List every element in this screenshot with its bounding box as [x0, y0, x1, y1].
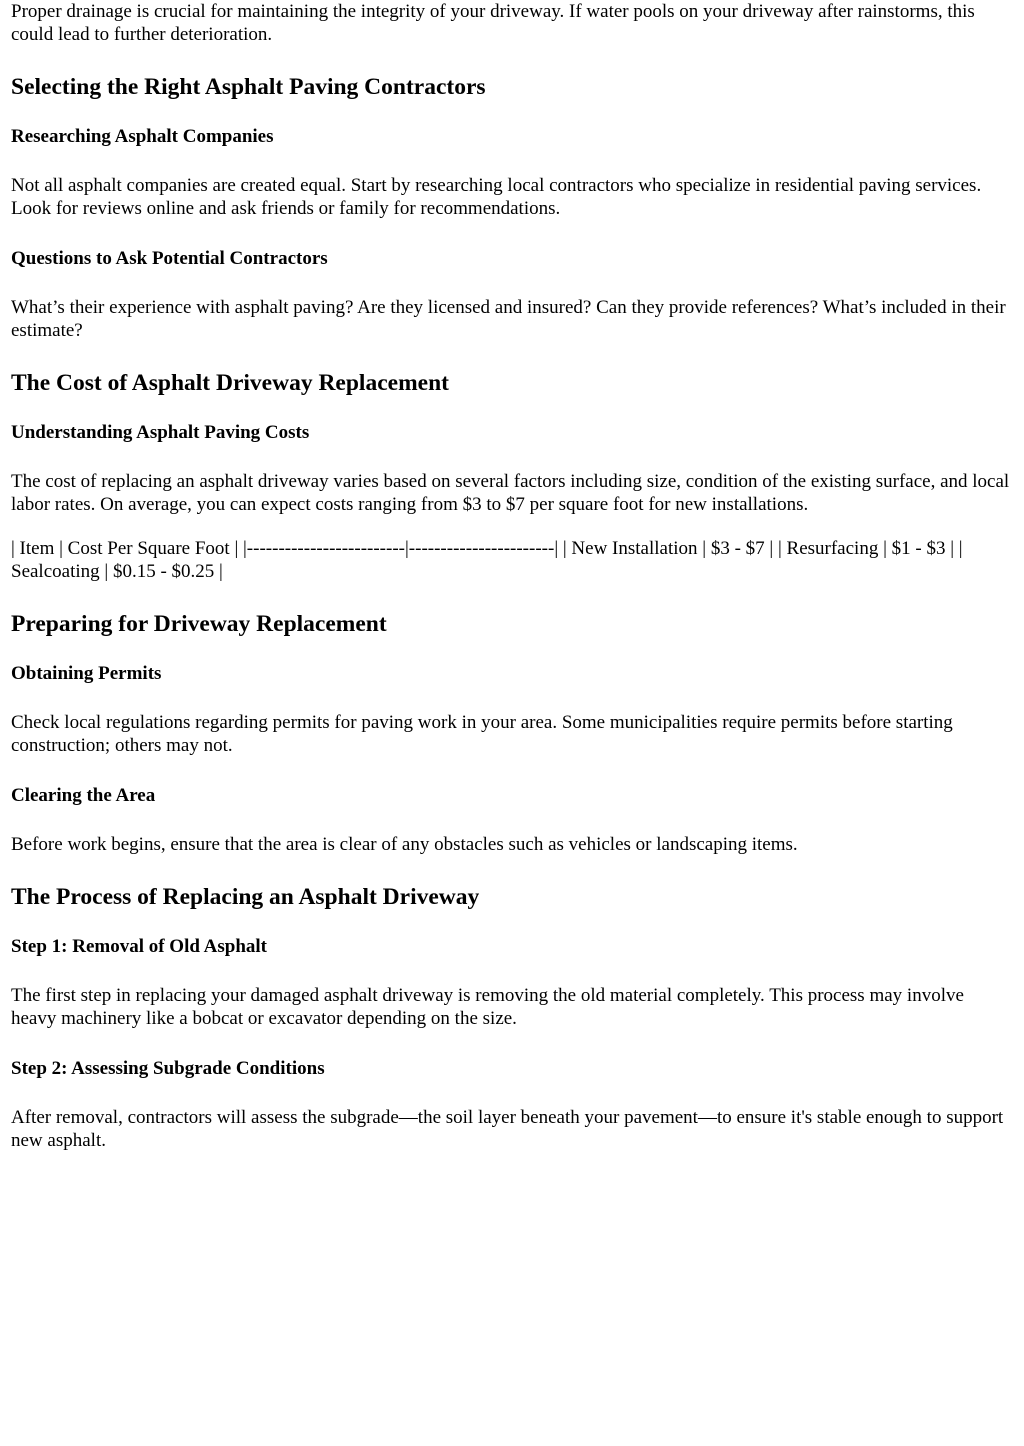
subheading-obtaining-permits: Obtaining Permits — [11, 663, 162, 684]
paragraph-obtaining-permits: Check local regulations regarding permits for paving work in your area. Some municipalities require permits before starting construction; others may not. — [11, 712, 953, 756]
paragraph-step-2: After removal, contractors will assess the subgrade—the soil layer beneath your pavement—to ensure it's stable enough to support new asphalt. — [11, 1107, 1004, 1151]
subheading-step-1: Step 1: Removal of Old Asphalt — [11, 936, 267, 957]
section-heading-preparing: Preparing for Driveway Replacement — [11, 611, 387, 637]
paragraph-clearing-area: Before work begins, ensure that the area is clear of any obstacles such as vehicles or landscaping items. — [11, 834, 798, 855]
paragraph-step-1: The first step in replacing your damaged asphalt driveway is removing the old material completely. This process may involve heavy machinery like a bobcat or excavator depending on the size. — [11, 985, 964, 1029]
subheading-questions-to-ask: Questions to Ask Potential Contractors — [11, 248, 328, 269]
subheading-researching-companies: Researching Asphalt Companies — [11, 126, 274, 147]
section-heading-process: The Process of Replacing an Asphalt Driveway — [11, 884, 480, 910]
section-heading-cost: The Cost of Asphalt Driveway Replacement — [11, 370, 449, 396]
section-heading-selecting-contractors: Selecting the Right Asphalt Paving Contractors — [11, 74, 486, 100]
paragraph-researching-companies: Not all asphalt companies are created equal. Start by researching local contractors who specialize in residential paving services. Look for reviews online and ask friends or family for recommendations. — [11, 175, 982, 219]
intro-paragraph: Proper drainage is crucial for maintaining the integrity of your driveway. If water pools on your driveway after rainstorms, this could lead to further deterioration. — [11, 1, 975, 45]
subheading-paving-costs: Understanding Asphalt Paving Costs — [11, 422, 310, 443]
paragraph-paving-costs: The cost of replacing an asphalt driveway varies based on several factors including size, condition of the existing surface, and local labor rates. On average, you can expect costs ranging from $3 to $7 per square foot for new installations. — [11, 471, 1010, 515]
subheading-step-2: Step 2: Assessing Subgrade Conditions — [11, 1058, 325, 1079]
paragraph-cost-table-raw: | Item | Cost Per Square Foot | |-------------------------|-----------------------| | New Installation | $3 - $7 | | Resurfacing | $1 - $3 | | Sealcoating | $0.15 - $0.25 | — [11, 538, 963, 582]
subheading-clearing-area: Clearing the Area — [11, 785, 156, 806]
paragraph-questions-to-ask: What’s their experience with asphalt paving? Are they licensed and insured? Can they provide references? What’s included in their estimate? — [11, 297, 1006, 341]
